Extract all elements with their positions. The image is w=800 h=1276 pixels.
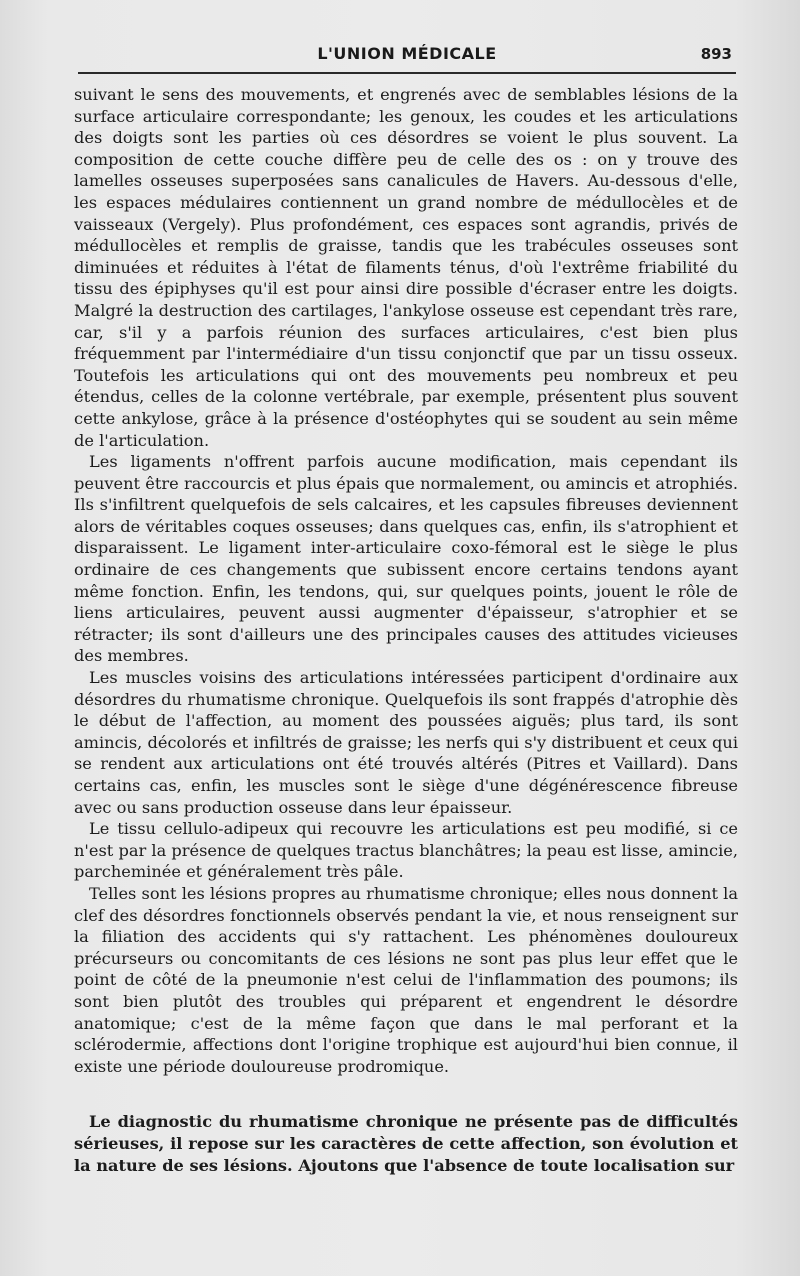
paragraph-lesions-surface: suivant le sens des mouvements, et engrenés avec de semblables lésions de la surface articulaire correspondante; les genoux, les coudes et les articulations des doigts sont les parties où ces désordres se voient le plus souvent. La composition de cette couche diffère peu de celle des os : on y trouve des lamelles osseuses superposées sans canalicules de Havers. Au-dessous d'elle, les espaces médulaires contiennent un grand nombre de médullocèles et de vaisseaux (Vergely). Plus profondément, ces espaces sont agrandis, privés de médullocèles et remplis de graisse, tandis que les trabécules osseuses sont diminuées et réduites à l'état de filaments ténus, d'où l'extrême friabilité du tissu des épiphyses qu'il est pour ainsi dire possible d'écraser entre les doigts. Malgré la destruction des cartilages, l'ankylose osseuse est cependant très rare, car, s'il y a parfois réunion des surfaces articulaires, c'est bien plus fréquemment par l'intermédiaire d'un tissu conjonctif que par un tissu osseux. Toutefois les articulations qui ont des mouvements peu nombreux et peu étendus, celles de la colonne vertébrale, par exemple, présentent plus souvent cette ankylose, grâce à la présence d'ostéophytes qui se soudent au sein même de l'articulation.	[74, 85, 738, 450]
paragraph-muscles: Les muscles voisins des articulations intéressées participent d'ordinaire aux désordres du rhumatisme chronique. Quelquefois ils sont frappés d'atrophie dès le début de l'affection, au moment des poussées aiguës; plus tard, ils sont amincis, décolorés et infiltrés de graisse; les nerfs qui s'y distribuent et ceux qui se rendent aux articulations ont été trouvés altérés (Pitres et Vaillard). Dans certains cas, enfin, les muscles sont le siège d'une dégénérescence fibreuse avec ou sans production osseuse dans leur épaisseur.	[74, 668, 738, 817]
paragraph-lesions-propres: Telles sont les lésions propres au rhumatisme chronique; elles nous donnent la clef des désordres fonctionnels observés pendant la vie, et nous renseignent sur la filiation des accidents qui s'y rattachent. Les phénomènes douloureux précurseurs ou concomitants de ces lésions ne sont pas plus leur effet que le point de côté de la pneumonie n'est celui de l'inflammation des poumons; ils sont bien plutôt des troubles qui préparent et engendrent le désordre anatomique; c'est de la même façon que dans le mal perforant et la sclérodermie, affections dont l'origine trophique est aujourd'hui bien connue, il existe une période douloureuse prodromique.	[74, 883, 738, 1076]
page-header	[78, 44, 736, 70]
running-title: L'UNION MÉDICALE	[317, 44, 497, 63]
paragraph-diagnostic: Le diagnostic du rhumatisme chronique ne présente pas de difficultés sérieuses, il repose sur les caractères de cette affection, son évolution et la nature de ses lésions. Ajoutons que l'absence de toute localisation sur	[74, 1112, 738, 1175]
body-text	[74, 84, 738, 1176]
page-number: 893	[700, 45, 732, 63]
paragraph-ligaments: Les ligaments n'offrent parfois aucune modification, mais cependant ils peuvent être raccourcis et plus épais que normalement, ou amincis et atrophiés. Ils s'infiltrent quelquefois de sels calcaires, et les capsules fibreuses deviennent alors de véritables coques osseuses; dans quelques cas, enfin, ils s'atrophient et disparaissent. Le ligament inter-articulaire coxo-fémoral est le siège le plus ordinaire de ces changements que subissent encore certains tendons ayant même fonction. Enfin, les tendons, qui, sur quelques points, jouent le rôle de liens articulaires, peuvent aussi augmenter d'épaisseur, s'atrophier et se rétracter; ils sont d'ailleurs une des principales causes des attitudes vicieuses des membres.	[74, 452, 738, 666]
paragraph-tissu-cellulo-adipeux: Le tissu cellulo-adipeux qui recouvre les articulations est peu modifié, si ce n'est par la présence de quelques tractus blanchâtres; la peau est lisse, amincie, parcheminée et généralement très pâle.	[74, 819, 738, 882]
header-rule	[78, 72, 736, 74]
